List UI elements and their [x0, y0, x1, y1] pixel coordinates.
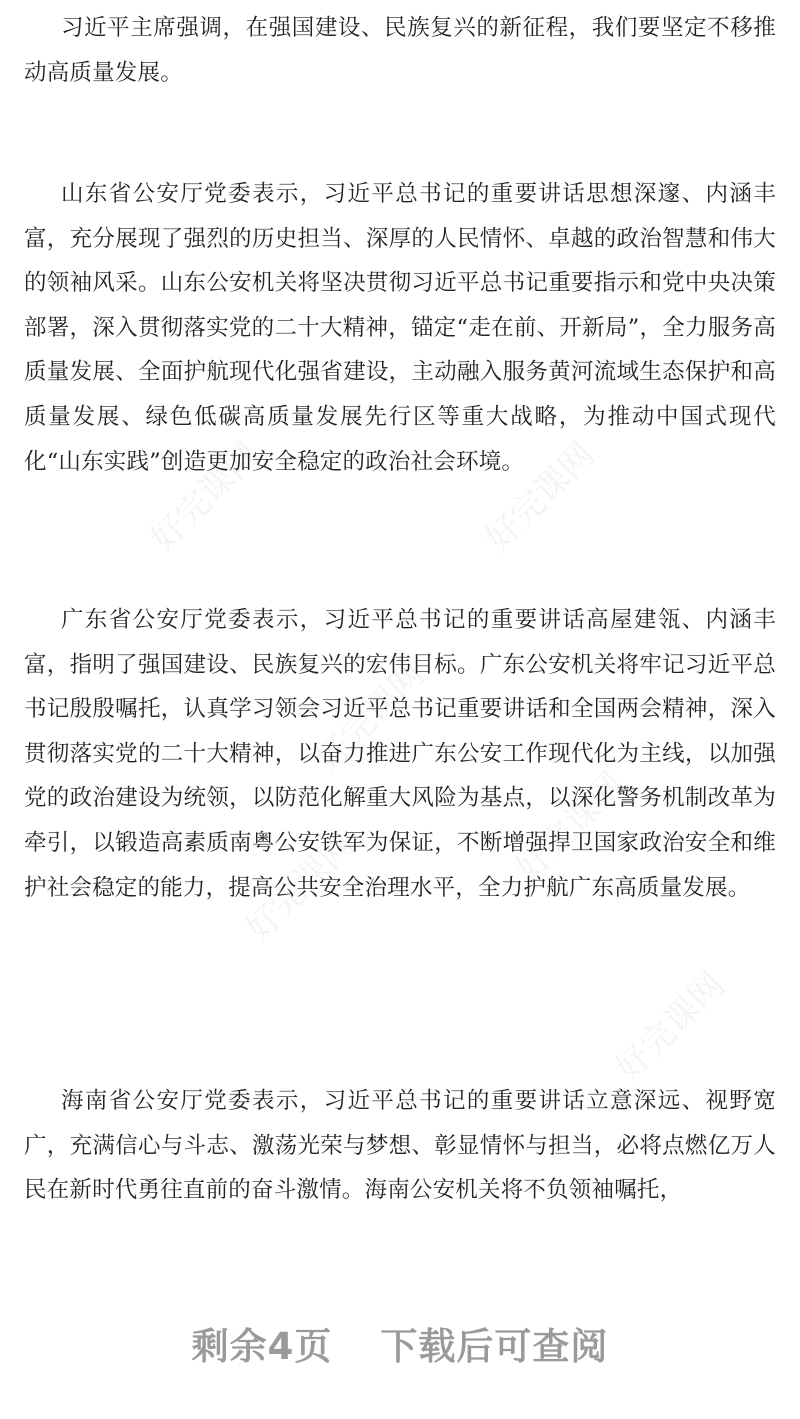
paragraph-1: 习近平主席强调，在强国建设、民族复兴的新征程，我们要坚定不移推动高质量发展。	[24, 15, 776, 86]
download-banner[interactable]	[0, 1316, 800, 1370]
download-hint-label: 下载后可查阅	[380, 1325, 609, 1368]
paragraph-3: 广东省公安厅党委表示，习近平总书记的重要讲话高屋建瓴、内涵丰富，指明了强国建设、民族复兴的宏伟目标。广东公安机关将牢记习近平总书记殷殷嘱托，认真学习领会习近平总书记重要讲话和全国两会精神，深入贯彻落实党的二十大精神，以奋力推进广东公安工作现代化为主线，以加强党的政治建设为统领，以防范化解重大风险为基点，以深化警务机制改革为牵引，以锻造高素质南粤公安铁军为保证，不断增强捍卫国家政治安全和维护社会稳定的能力，提高公共安全治理水平，全力护航广东高质量发展。	[24, 607, 776, 901]
watermark	[603, 959, 734, 1090]
paragraph-4: 海南省公安厅党委表示，习近平总书记的重要讲话立意深远、视野宽广，充满信心与斗志、激荡光荣与梦想、彰显情怀与担当，必将点燃亿万人民在新时代勇往直前的奋斗激情。海南公安机关将不负领袖嘱托，	[24, 1088, 776, 1204]
paragraph-2: 山东省公安厅党委表示，习近平总书记的重要讲话思想深邃、内涵丰富，充分展现了强烈的历史担当、深厚的人民情怀、卓越的政治智慧和伟大的领袖风采。山东公安机关将坚决贯彻习近平总书记重要指示和党中央决策部署，深入贯彻落实党的二十大精神，锚定“走在前、开新局”，全力服务高质量发展、全面护航现代化强省建设，主动融入服务黄河流域生态保护和高质量发展、绿色低碳高质量发展先行区等重大战略，为推动中国式现代化“山东实践”创造更加安全稳定的政治社会环境。	[24, 181, 776, 475]
remaining-pages-label: 剩余4页	[191, 1325, 333, 1368]
